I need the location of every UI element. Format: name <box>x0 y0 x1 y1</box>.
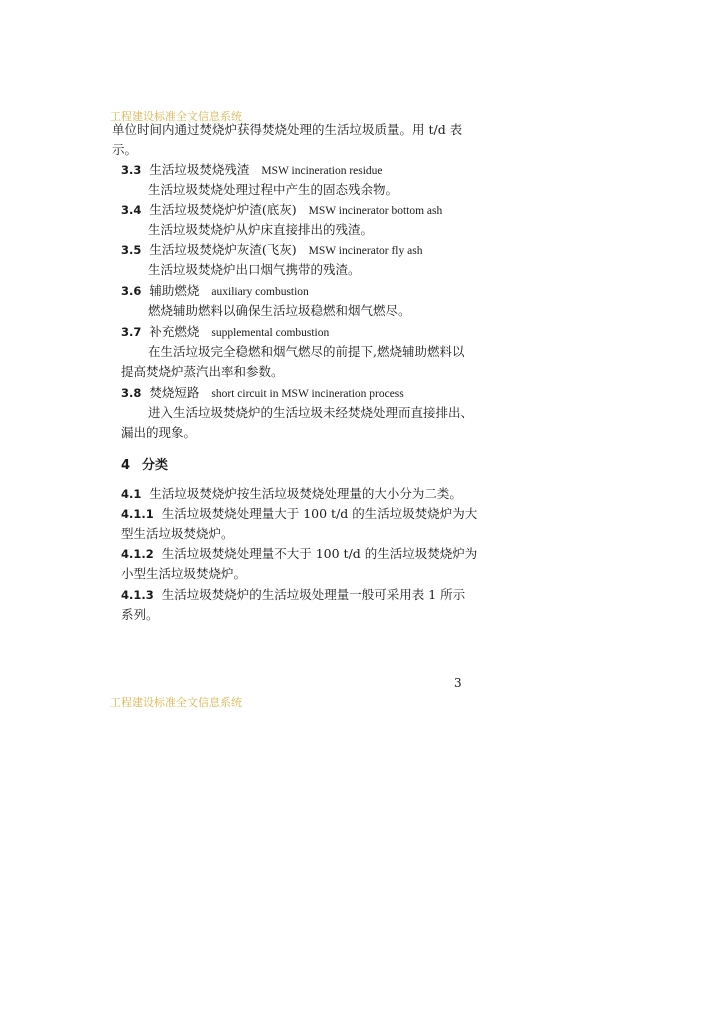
section-3-5-definition: 生活垃圾焚烧炉出口烟气携带的残渣。 <box>148 262 361 277</box>
term-en: short circuit in MSW incineration process <box>211 388 404 400</box>
term-cn: 补充燃烧 <box>149 324 200 339</box>
term-cn: 焚烧短路 <box>149 385 200 400</box>
section-number: 4.1.3 <box>121 588 154 602</box>
section-3-6-heading <box>121 283 309 300</box>
section-4-1-2-line-1 <box>121 546 477 562</box>
section-number: 4.1.1 <box>121 507 154 521</box>
section-3-6-definition: 燃烧辅助燃料以确保生活垃圾稳燃和烟气燃尽。 <box>148 303 411 318</box>
section-number: 4.1 <box>121 487 142 501</box>
chapter-4-heading <box>121 457 168 474</box>
section-text: 生活垃圾焚烧处理量不大于 100 t/d 的生活垃圾焚烧炉为 <box>161 546 478 561</box>
term-en: MSW incineration residue <box>261 165 383 177</box>
section-number: 3.3 <box>121 163 142 177</box>
term-cn: 生活垃圾焚烧炉炉渣(底灰) <box>149 202 297 217</box>
section-3-8-definition-line-2: 漏出的现象。 <box>121 425 197 440</box>
section-number: 3.4 <box>121 203 142 217</box>
section-number: 4.1.2 <box>121 547 154 561</box>
section-4-1-1-line-2: 型生活垃圾焚烧炉。 <box>121 526 234 541</box>
chapter-number: 4 <box>121 458 131 473</box>
section-number: 3.8 <box>121 386 142 400</box>
watermark-bottom: 工程建设标准全文信息系统 <box>110 696 242 709</box>
section-4-1-1-line-1 <box>121 506 477 522</box>
section-4-1-3-line-2: 系列。 <box>121 607 159 622</box>
section-4-1-3-line-1 <box>121 587 465 603</box>
intro-line-2: 示。 <box>112 142 138 157</box>
watermark-top: 工程建设标准全文信息系统 <box>110 110 242 123</box>
page-number: 3 <box>454 676 462 690</box>
section-text: 生活垃圾焚烧炉按生活垃圾焚烧处理量的大小分为二类。 <box>149 486 462 501</box>
section-4-1-2-line-2: 小型生活垃圾焚烧炉。 <box>121 566 247 581</box>
section-3-8-heading <box>121 385 404 402</box>
section-3-3-heading <box>121 162 383 179</box>
section-3-7-definition-line-1: 在生活垃圾完全稳燃和烟气燃尽的前提下,燃烧辅助燃料以 <box>148 344 465 359</box>
section-3-8-definition-line-1: 进入生活垃圾焚烧炉的生活垃圾未经焚烧处理而直接排出、 <box>148 405 474 420</box>
section-3-4-definition: 生活垃圾焚烧炉从炉床直接排出的残渣。 <box>148 222 374 237</box>
section-number: 3.5 <box>121 243 142 257</box>
term-en: MSW incinerator fly ash <box>308 245 423 257</box>
section-3-4-heading <box>121 202 442 219</box>
term-en: supplemental combustion <box>211 327 330 339</box>
term-cn: 辅助燃烧 <box>149 283 200 298</box>
intro-line-1: 单位时间内通过焚烧炉获得焚烧处理的生活垃圾质量。用 t/d 表 <box>112 122 463 137</box>
section-number: 3.6 <box>121 284 142 298</box>
section-number: 3.7 <box>121 325 142 339</box>
section-3-5-heading <box>121 242 422 259</box>
section-text: 生活垃圾焚烧炉的生活垃圾处理量一般可采用表 1 所示 <box>161 587 466 602</box>
term-en: auxiliary combustion <box>211 286 309 298</box>
term-cn: 生活垃圾焚烧残渣 <box>149 162 250 177</box>
section-3-7-definition-line-2: 提高焚烧炉蒸汽出率和参数。 <box>121 364 284 379</box>
term-cn: 生活垃圾焚烧炉灰渣(飞灰) <box>149 242 297 257</box>
term-en: MSW incinerator bottom ash <box>308 205 443 217</box>
section-3-7-heading <box>121 324 329 341</box>
section-4-1 <box>121 486 462 502</box>
chapter-title: 分类 <box>142 458 169 473</box>
section-3-3-definition: 生活垃圾焚烧处理过程中产生的固态残余物。 <box>148 182 399 197</box>
section-text: 生活垃圾焚烧处理量大于 100 t/d 的生活垃圾焚烧炉为大 <box>161 506 478 521</box>
